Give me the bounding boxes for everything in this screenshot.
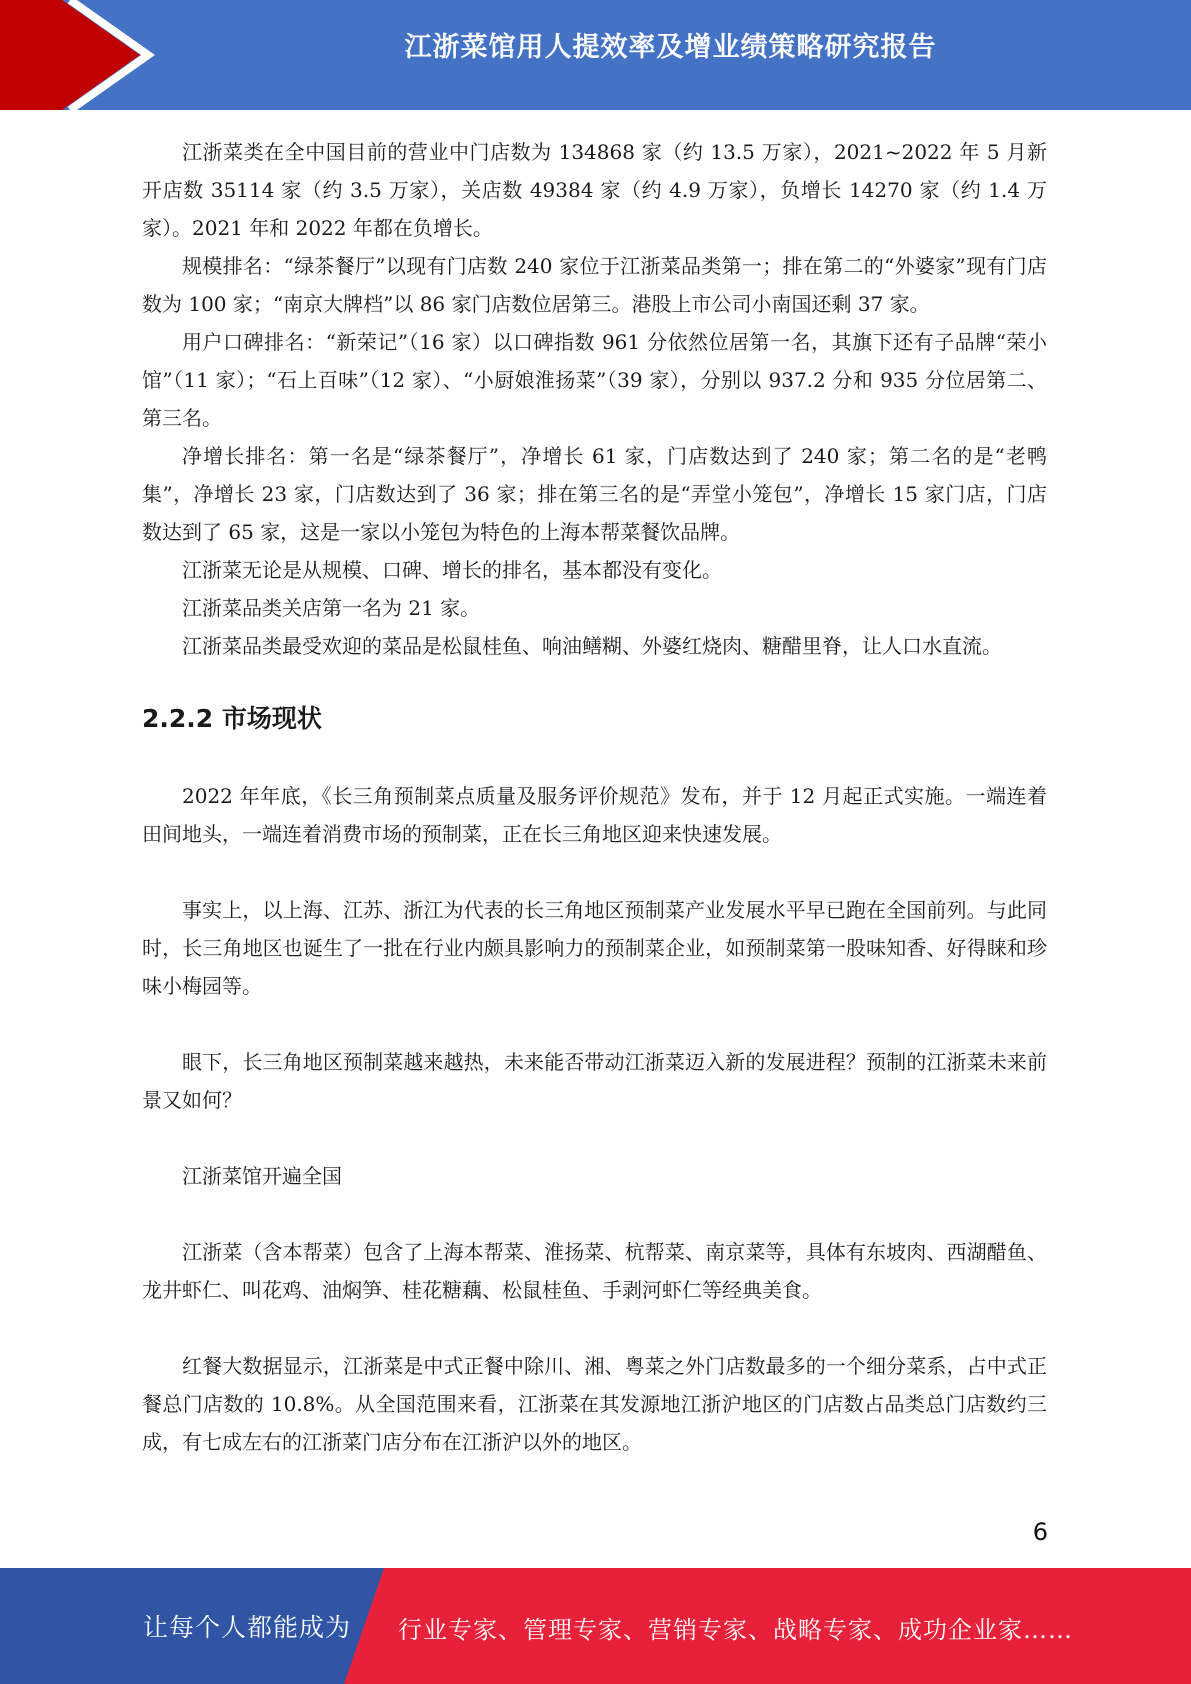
paragraph-spacer — [142, 1119, 1047, 1157]
main-content — [142, 133, 1047, 1461]
subheading-paragraph: 江浙菜馆开遍全国 — [182, 1164, 342, 1188]
paragraph: 2022 年年底，《长三角预制菜点质量及服务评价规范》发布，并于 12 月起正式实施。一端连着田间地头，一端连着消费市场的预制菜，正在长三角地区迎来快速发展。 — [142, 784, 1047, 846]
paragraph: 江浙菜品类最受欢迎的菜品是松鼠桂鱼、响油鳝糊、外婆红烧肉、糖醋里脊，让人口水直流。 — [182, 634, 1002, 658]
paragraph-spacer — [142, 1309, 1047, 1347]
footer-slogan-left: 让每个人都能成为 — [143, 1613, 352, 1642]
paragraph: 江浙菜品类关店第一名为 21 家。 — [182, 596, 481, 620]
paragraph: 江浙菜无论是从规模、口碑、增长的排名，基本都没有变化。 — [182, 558, 722, 582]
paragraph-spacer — [142, 1005, 1047, 1043]
paragraph: 净增长排名：第一名是“绿茶餐厅”，净增长 61 家，门店数达到了 240 家；第二名的是“老鸭集”，净增长 23 家，门店数达到了 36 家；排在第三名的是“弄堂小笼包”，净增长 15 家门店，门店数达到了 65 家，这是一家以小笼包为特色的上海本帮菜餐饮品牌。 — [142, 444, 1047, 544]
paragraph: 红餐大数据显示，江浙菜是中式正餐中除川、湘、粤菜之外门店数最多的一个细分菜系，占中式正餐总门店数的 10.8%。从全国范围来看，江浙菜在其发源地江浙沪地区的门店数占品类总门店数约三成，有七成左右的江浙菜门店分布在江浙沪以外的地区。 — [142, 1354, 1047, 1454]
paragraph-spacer — [142, 1195, 1047, 1233]
paragraph: 江浙菜（含本帮菜）包含了上海本帮菜、淮扬菜、杭帮菜、南京菜等，具体有东坡肉、西湖醋鱼、龙井虾仁、叫花鸡、油焖笋、桂花糖藕、松鼠桂鱼、手剥河虾仁等经典美食。 — [142, 1240, 1047, 1302]
page-footer — [0, 1568, 1191, 1684]
paragraph-spacer — [142, 853, 1047, 891]
paragraph: 用户口碑排名：“新荣记”（16 家）以口碑指数 961 分依然位居第一名，其旗下还有子品牌“荣小馆”（11 家）；“石上百味”（12 家）、“小厨娘淮扬菜”（39 家），分别以 937.2 分和 935 分位居第二、第三名。 — [142, 330, 1047, 430]
paragraph: 规模排名：“绿茶餐厅”以现有门店数 240 家位于江浙菜品类第一；排在第二的“外婆家”现有门店数为 100 家；“南京大牌档”以 86 家门店数位居第三。港股上市公司小南国还剩 37 家。 — [142, 254, 1047, 316]
page-number: 6 — [1032, 1518, 1048, 1546]
paragraph: 江浙菜类在全中国目前的营业中门店数为 134868 家（约 13.5 万家），2021~2022 年 5 月新开店数 35114 家（约 3.5 万家），关店数 49384 家（约 4.9 万家），负增长 14270 家（约 1.4 万家）。2021 年和 2022 年都在负增长。 — [142, 140, 1047, 240]
paragraph: 眼下，长三角地区预制菜越来越热，未来能否带动江浙菜迈入新的发展进程？预制的江浙菜未来前景又如何？ — [142, 1050, 1047, 1112]
footer-slogan-right: 行业专家、管理专家、营销专家、战略专家、成功企业家…… — [398, 1616, 1073, 1644]
paragraph: 事实上，以上海、江苏、浙江为代表的长三角地区预制菜产业发展水平早已跑在全国前列。与此同时，长三角地区也诞生了一批在行业内颇具影响力的预制菜企业，如预制菜第一股味知香、好得睐和珍味小梅园等。 — [142, 898, 1047, 998]
section-heading: 2.2.2 市场现状 — [142, 704, 322, 733]
page-header — [0, 0, 1191, 110]
report-title: 江浙菜馆用人提效率及增业绩策略研究报告 — [404, 32, 937, 63]
